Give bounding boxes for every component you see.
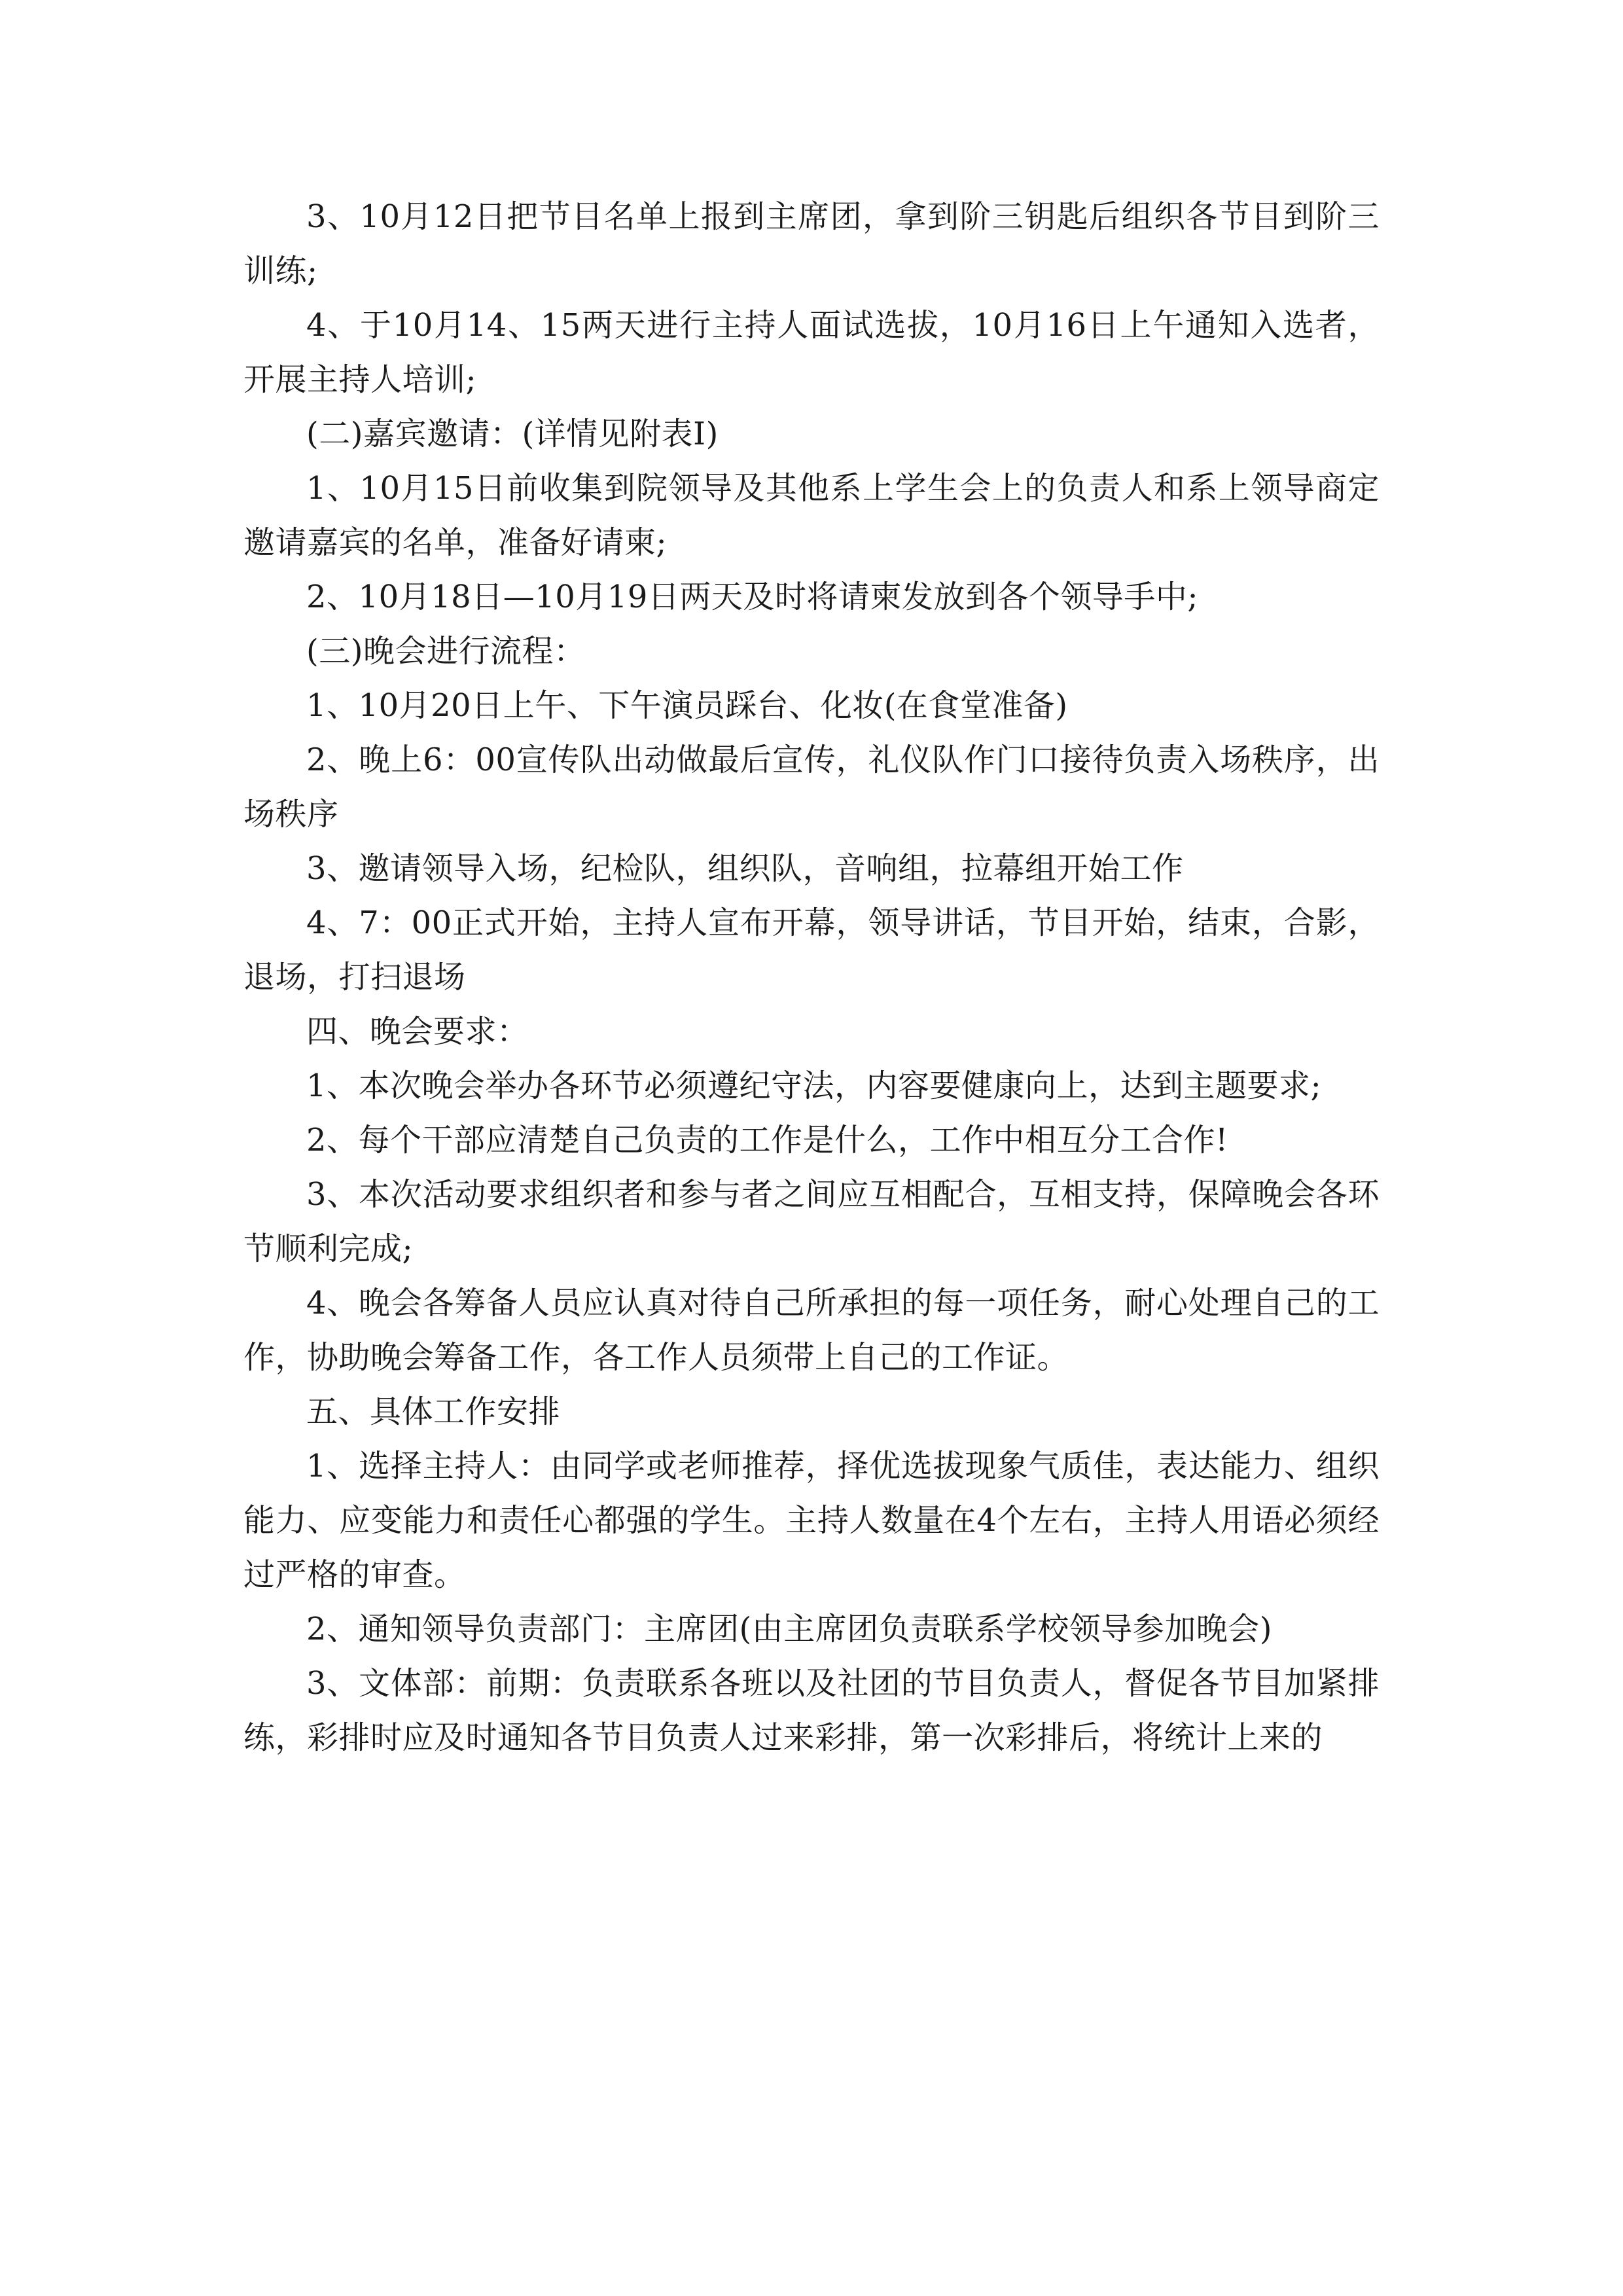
paragraph: 2、每个干部应清楚自己负责的工作是什么，工作中相互分工合作! [306, 1122, 1228, 1158]
paragraph: 3、邀请领导入场，纪检队，组织队，音响组，拉幕组开始工作 [306, 850, 1184, 887]
paragraph: 1、10月15日前收集到院领导及其他系上学生会上的负责人和系上领导商定邀请嘉宾的名单，准备好请柬; [243, 470, 1380, 561]
section-heading: (三)晚会进行流程： [306, 633, 586, 670]
document-body [243, 190, 1380, 1765]
paragraph: 1、选择主持人：由同学或老师推荐，择优选拔现象气质佳，表达能力、组织能力、应变能力和责任心都强的学生。主持人数量在4个左右，主持人用语必须经过严格的审查。 [243, 1448, 1380, 1593]
paragraph: 4、于10月14、15两天进行主持人面试选拔，10月16日上午通知入选者，开展主持人培训; [243, 307, 1380, 398]
paragraph: 1、10月20日上午、下午演员踩台、化妆(在食堂准备) [306, 687, 1068, 724]
paragraph: 3、10月12日把节目名单上报到主席团，拿到阶三钥匙后组织各节目到阶三训练; [243, 198, 1380, 289]
paragraph: 3、本次活动要求组织者和参与者之间应互相配合，互相支持，保障晚会各环节顺利完成; [243, 1176, 1380, 1267]
paragraph: 3、文体部：前期：负责联系各班以及社团的节目负责人，督促各节目加紧排练，彩排时应及时通知各节目负责人过来彩排，第一次彩排后，将统计上来的 [243, 1665, 1380, 1756]
section-heading: 四、晚会要求： [306, 1013, 529, 1050]
paragraph: 4、晚会各筹备人员应认真对待自己所承担的每一项任务，耐心处理自己的工作，协助晚会筹备工作，各工作人员须带上自己的工作证。 [243, 1285, 1380, 1376]
paragraph: 2、10月18日—10月19日两天及时将请柬发放到各个领导手中; [306, 579, 1199, 615]
paragraph: 2、晚上6：00宣传队出动做最后宣传，礼仪队作门口接待负责入场秩序，出场秩序 [243, 742, 1380, 833]
section-heading: (二)嘉宾邀请：(详情见附表I) [306, 416, 719, 452]
paragraph: 1、本次晚会举办各环节必须遵纪守法，内容要健康向上，达到主题要求; [306, 1067, 1322, 1104]
paragraph: 2、通知领导负责部门：主席团(由主席团负责联系学校领导参加晚会) [306, 1611, 1272, 1647]
section-heading: 五、具体工作安排 [306, 1393, 561, 1430]
paragraph: 4、7：00正式开始，主持人宣布开幕，领导讲话，节目开始，结束，合影，退场，打扫退场 [243, 905, 1380, 996]
